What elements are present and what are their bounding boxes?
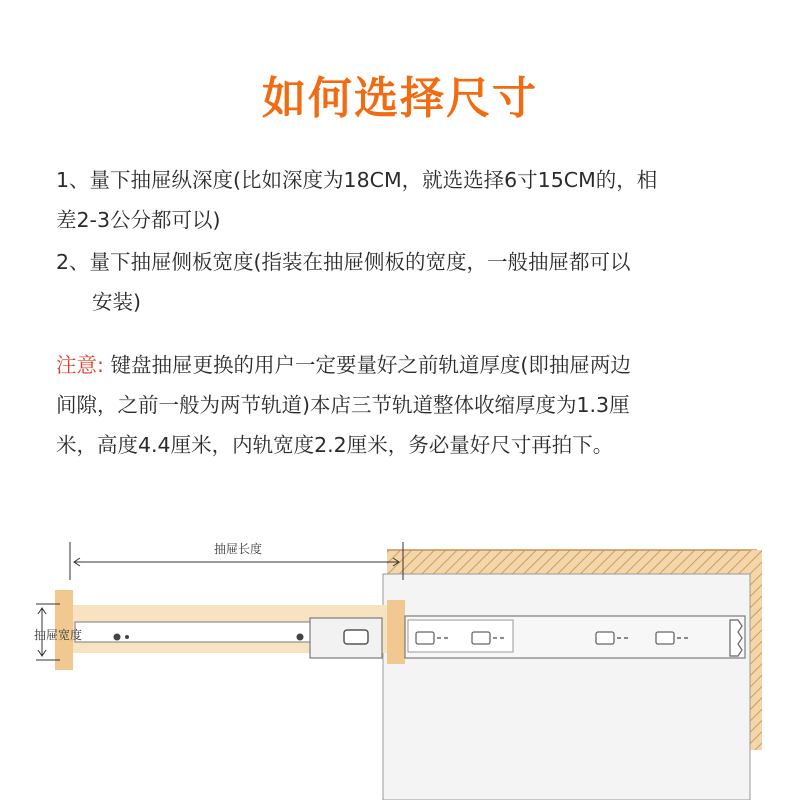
inner-rail-hole-2 [125, 635, 129, 639]
note-text-1: 键盘抽屉更换的用户一定要量好之前轨道厚度(即抽屉两边 [103, 353, 631, 377]
step-2-line-2-wrap [56, 282, 756, 322]
note [56, 345, 756, 465]
page-title: 如何选择尺寸 [262, 73, 538, 124]
step-2-line-1: 2、量下抽屉侧板宽度(指装在抽屉侧板的宽度，一般抽屉都可以 [56, 250, 631, 274]
step-2 [56, 242, 756, 322]
drawer-slide-diagram [0, 520, 800, 800]
rail-slot-1 [416, 632, 434, 644]
note-line-2: 间隙，之前一般为两节轨道)本店三节轨道整体收缩厚度为1.3厘 [56, 393, 630, 417]
cabinet-side-hatch [750, 550, 762, 750]
rail-end-clip [730, 620, 742, 656]
middle-rail-slot [344, 630, 368, 644]
rail-slot-2 [472, 632, 490, 644]
inner-rail-hole-1 [114, 634, 121, 641]
width-label: 抽屉宽度 [33, 628, 83, 642]
drawer-back-right [387, 600, 405, 664]
note-line-1 [56, 345, 756, 385]
note-label: 注意: [56, 353, 104, 377]
note-line-3: 米，高度4.4厘米，内轨宽度2.2厘米，务必量好尺寸再拍下。 [56, 433, 614, 457]
diagram-svg [0, 520, 800, 800]
cabinet-panel [383, 574, 750, 800]
rail-slot-3 [596, 632, 614, 644]
inner-rail-hole-3 [297, 634, 304, 641]
step-1 [56, 160, 756, 240]
step-2-line-2: 安装) [92, 290, 141, 314]
length-label: 抽屉长度 [213, 542, 263, 556]
step-1-line-2: 差2-3公分都可以) [56, 208, 221, 232]
rail-slot-4 [656, 632, 674, 644]
cabinet-top-hatch [387, 550, 757, 574]
step-1-line-1: 1、量下抽屉纵深度(比如深度为18CM，就选选择6寸15CM的，相 [56, 168, 658, 192]
